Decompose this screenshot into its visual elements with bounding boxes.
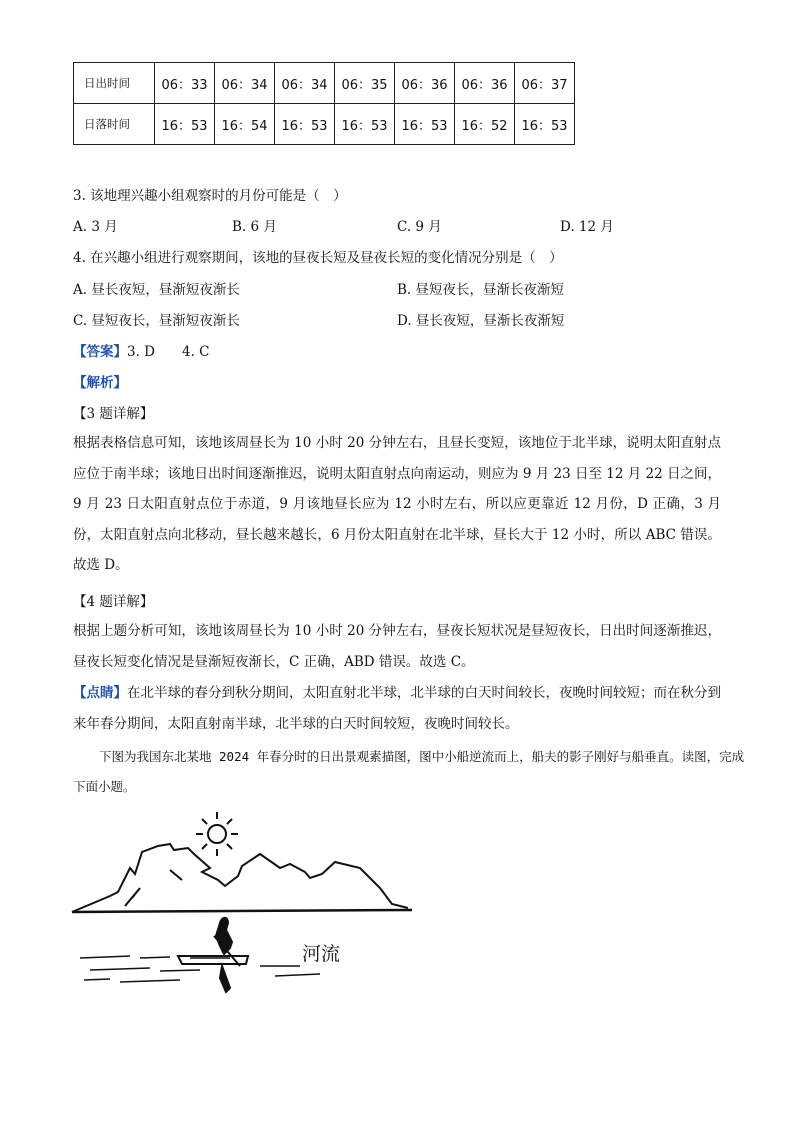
mountain-outline <box>72 844 408 912</box>
sunrise-sunset-table <box>73 62 575 145</box>
table-cell: 06：36 <box>395 63 455 104</box>
table-cell: 06：34 <box>275 63 335 104</box>
tip-paragraph <box>73 678 721 739</box>
table-cell: 16：53 <box>155 104 215 145</box>
q4-option-b: B. 昼短夜长，昼渐长夜渐短 <box>397 282 565 298</box>
tip-tag: 【点睛】 <box>73 685 127 701</box>
answer-tag: 【答案】 <box>73 344 127 360</box>
detail-4-heading: 【4 题详解】 <box>73 594 154 610</box>
row-label: 日出时间 <box>74 63 155 104</box>
horizon-line <box>72 910 412 912</box>
table-cell: 06：34 <box>215 63 275 104</box>
analysis-heading <box>73 371 127 391</box>
detail-3-text: 根据表格信息可知，该地该周昼长为 10 小时 20 分钟左右，且昼长变短，该地位于北半球，说明太阳直射点应位于南半球；该地日出时间逐渐推迟，说明太阳直射点向南运动，则应为 9 月 23 日至 12 月 22 日之间，9 月 23 日太阳直射点位于赤道，9 月该地昼长应为 12 小时左右，所以应更靠近 12 月份，D 正确，3 月份，太阳直射点向北移动，昼长越来越长，6 月份太阳直射在北半球，昼长大于 12 小时，所以 ABC 错误。故选 D。 <box>73 435 721 573</box>
table-cell: 16：52 <box>455 104 515 145</box>
question-4-stem: 4. 在兴趣小组进行观察期间，该地的昼夜长短及昼夜长短的变化情况分别是（ ） <box>73 250 563 266</box>
table-cell: 16：53 <box>335 104 395 145</box>
table-row <box>74 63 575 104</box>
table-cell: 16：53 <box>515 104 575 145</box>
q4-option-a: A. 昼长夜短，昼渐短夜渐长 <box>73 282 240 298</box>
sun-icon <box>196 812 238 856</box>
q4-option-d: D. 昼长夜短，昼渐长夜渐短 <box>397 313 565 329</box>
q3-option-c: C. 9 月 <box>397 219 442 235</box>
table-cell: 16：53 <box>395 104 455 145</box>
detail-4-text: 根据上题分析可知，该地该周昼长为 10 小时 20 分钟左右，昼夜长短状况是昼短夜长，日出时间逐渐推迟，昼夜长短变化情况是昼渐短夜渐长，C 正确，ABD 错误。故选 C。 <box>73 623 721 670</box>
table-cell: 06：36 <box>455 63 515 104</box>
analysis-tag: 【解析】 <box>73 375 127 391</box>
answer-line <box>73 340 210 360</box>
table-row <box>74 104 575 145</box>
table-cell: 06：37 <box>515 63 575 104</box>
table-cell: 16：53 <box>275 104 335 145</box>
table-cell: 06：33 <box>155 63 215 104</box>
river-label: 河流 <box>302 943 341 965</box>
q3-option-b: B. 6 月 <box>232 219 277 235</box>
detail-3-heading: 【3 题详解】 <box>73 406 154 422</box>
q3-option-a: A. 3 月 <box>73 219 118 235</box>
water-ripples <box>80 956 320 982</box>
row-label: 日落时间 <box>74 104 155 145</box>
q4-option-c: C. 昼短夜长，昼渐短夜渐长 <box>73 313 240 329</box>
tip-text: 在北半球的春分到秋分期间，太阳直射北半球，北半球的白天时间较长，夜晚时间较短；而在秋分到来年春分期间，太阳直射南半球，北半球的白天时间较短，夜晚时间较长。 <box>73 685 721 732</box>
table-cell: 16：54 <box>215 104 275 145</box>
figure-caption: 下图为我国东北某地 2024 年春分时的日出景观素描图，图中小船逆流而上，船夫的影子刚好与船垂直。读图，完成下面小题。 <box>73 749 745 794</box>
table-cell: 06：35 <box>335 63 395 104</box>
q3-option-d: D. 12 月 <box>560 219 614 235</box>
boat-and-boatman <box>178 918 248 992</box>
question-3-stem: 3. 该地理兴趣小组观察时的月份可能是（ ） <box>73 188 347 204</box>
sunrise-sketch-figure <box>70 808 415 1003</box>
answer-text: 3. D 4. C <box>127 344 210 360</box>
